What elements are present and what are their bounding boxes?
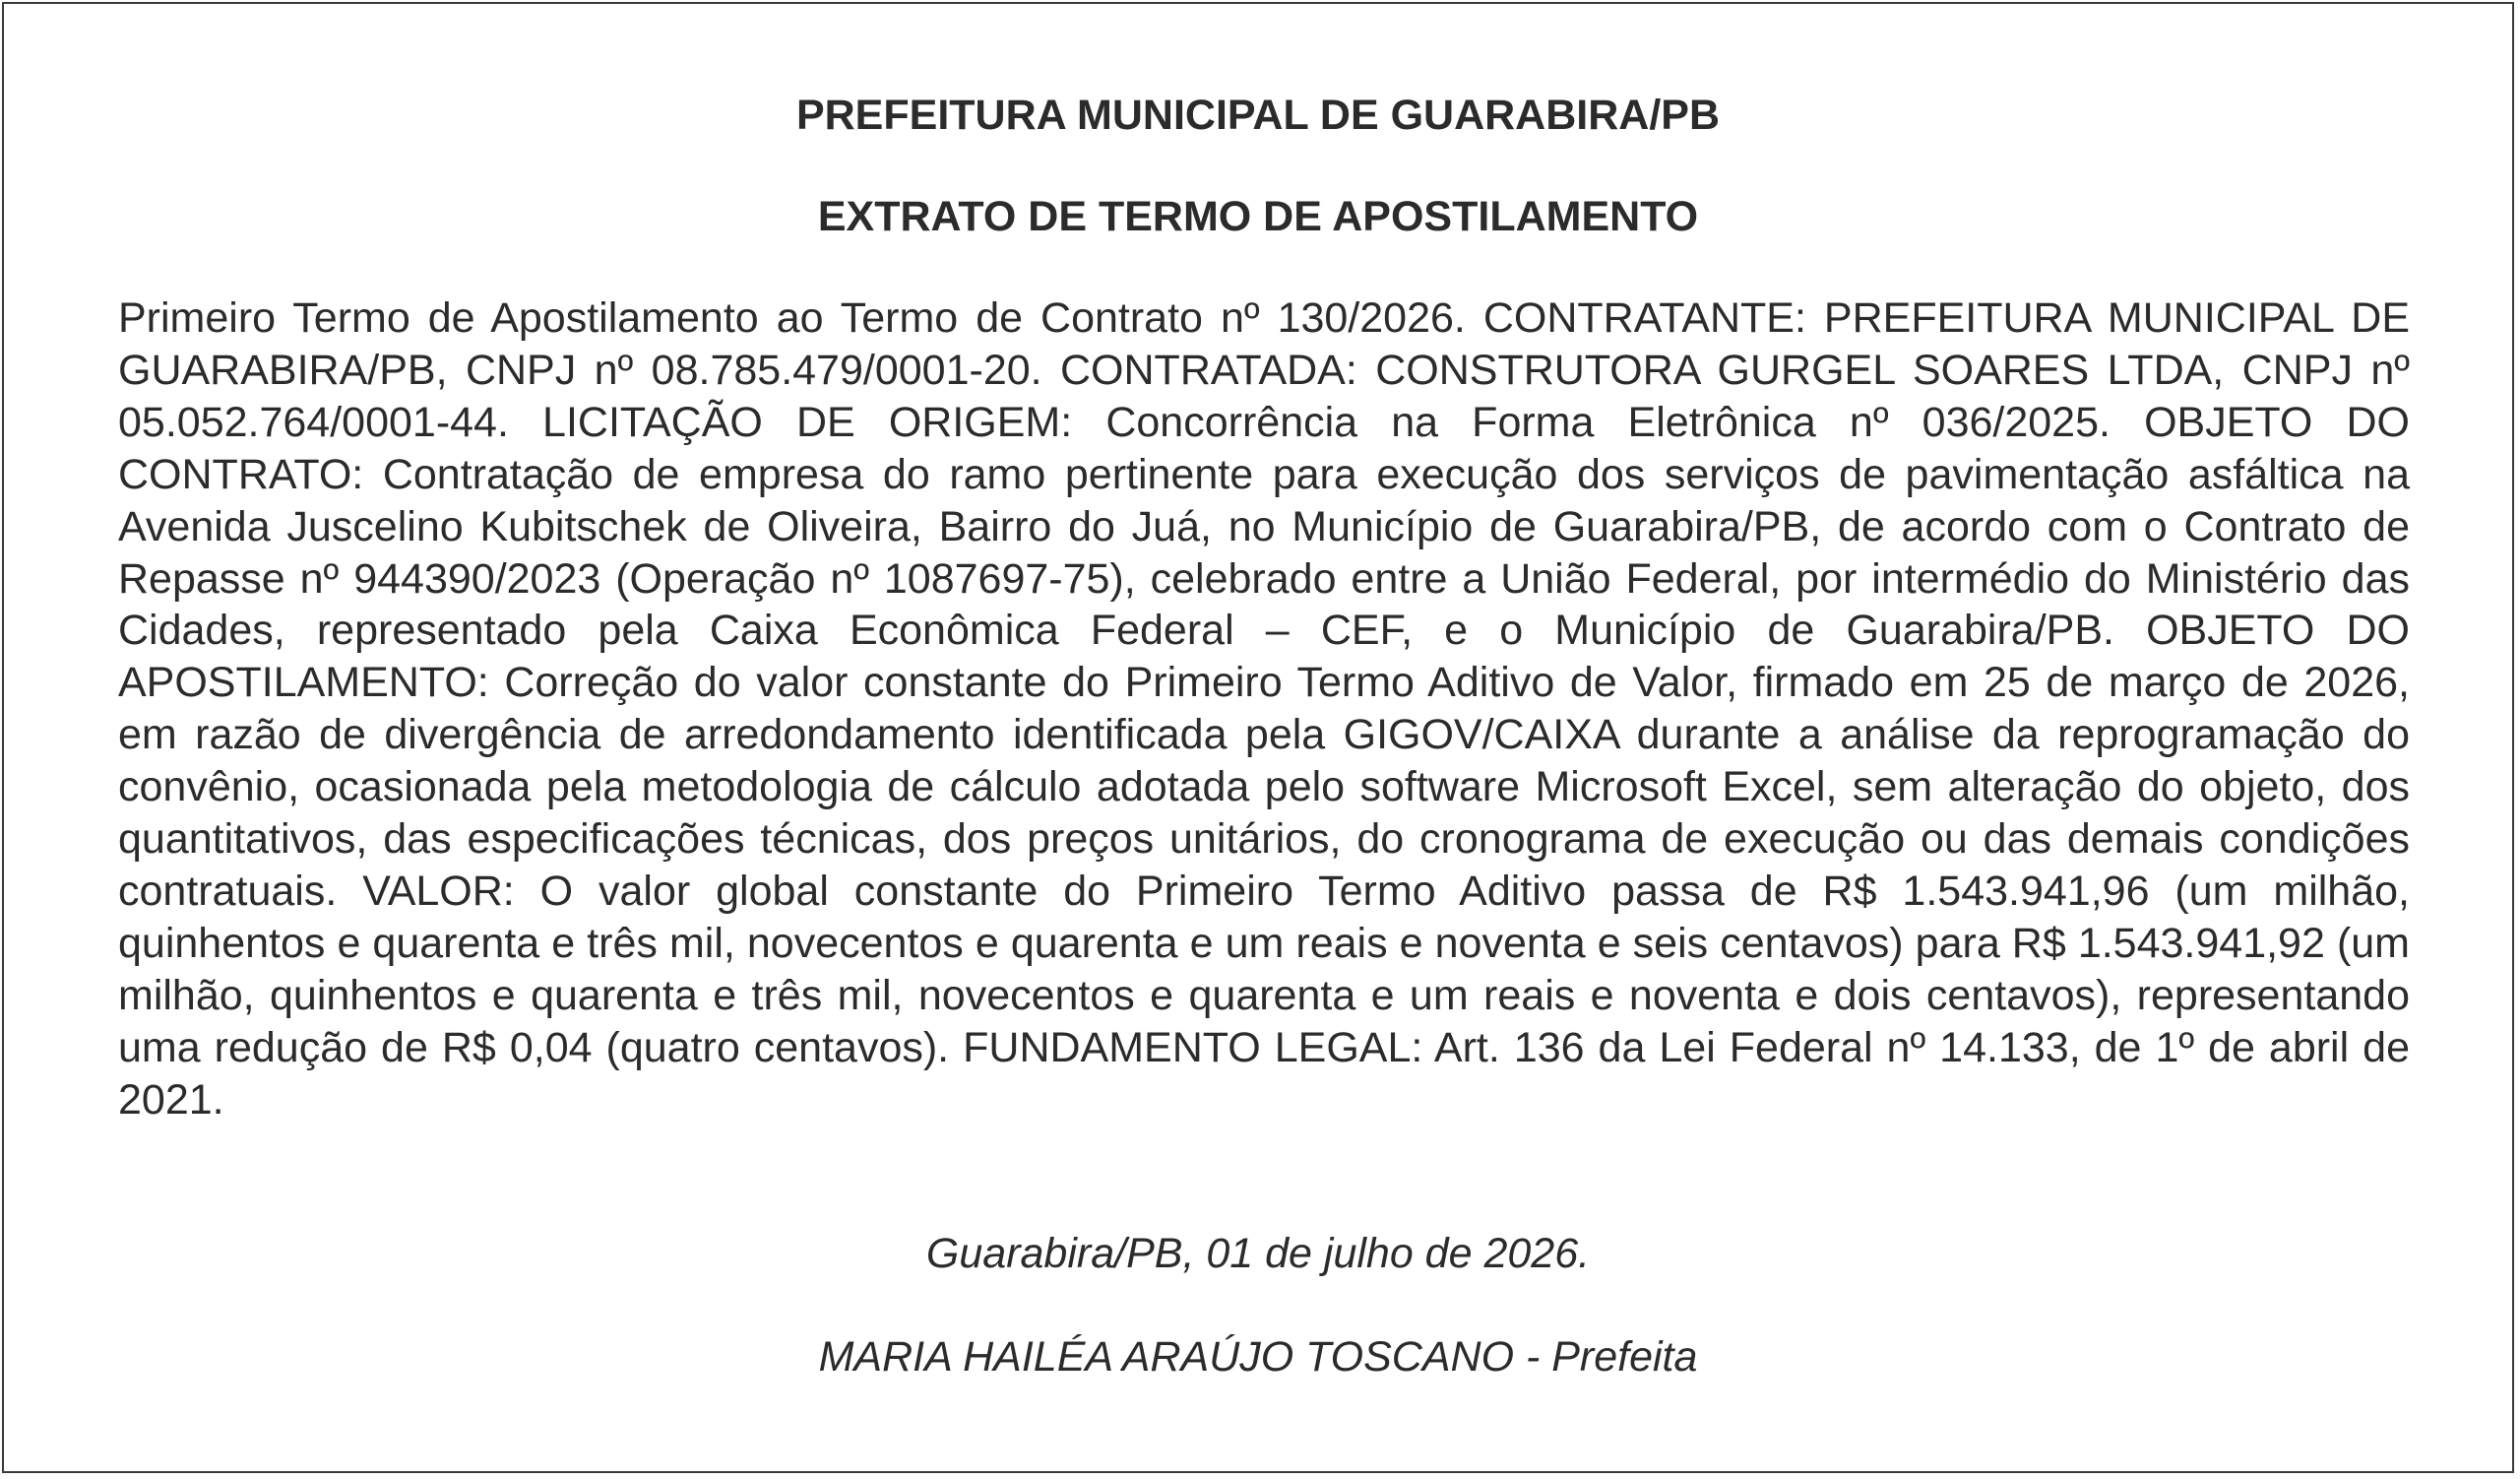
document-frame [2,2,2514,1473]
place-date: Guarabira/PB, 01 de julho de 2026. [925,1230,1591,1277]
header-title: PREFEITURA MUNICIPAL DE GUARABIRA/PB [795,92,1721,139]
body-paragraph: Primeiro Termo de Apostilamento ao Termo de Contrato nº 130/2026. CONTRATANTE: PREFEITURA MUNICIPAL DE GUARABIRA/PB, CNPJ nº 08.785.479/0001-20. CONTRATADA: CONSTRUTORA GURGEL SOARES LTDA, CNPJ nº 05.052.764/0001-44. LICITAÇÃO DE ORIGEM: Concorrência na Forma Eletrônica nº 036/2025. OBJETO DO CONTRATO: Contratação de empresa do ramo pertinente para execução dos serviços de pavimentação asfáltica na Avenida Juscelino Kubitschek de Oliveira, Bairro do Juá, no Município de Guarabira/PB, de acordo com o Contrato de Repasse nº 944390/2023 (Operação nº 1087697-75), celebrado entre a União Federal, por intermédio do Ministério das Cidades, representado pela Caixa Econômica Federal – CEF, e o Município de Guarabira/PB. OBJETO DO APOSTILAMENTO: Correção do valor constante do Primeiro Termo Aditivo de Valor, firmado em 25 de março de 2026, em razão de divergência de arredondamento identificada pela GIGOV/CAIXA durante a análise da reprogramação do convênio, ocasionada pela metodologia de cálculo adotada pelo software Microsoft Excel, sem alteração do objeto, dos quantitativos, das especificações técnicas, dos preços unitários, do cronograma de execução ou das demais condições contratuais. VALOR: O valor global constante do Primeiro Termo Aditivo passa de R$ 1.543.941,96 (um milhão, quinhentos e quarenta e três mil, novecentos e quarenta e um reais e noventa e seis centavos) para R$ 1.543.941,92 (um milhão, quinhentos e quarenta e três mil, novecentos e quarenta e um reais e noventa e dois centavos), representando uma redução de R$ 0,04 (quatro centavos). FUNDAMENTO LEGAL: Art. 136 da Lei Federal nº 14.133, de 1º de abril de 2021. [118,294,2410,1124]
signatory: MARIA HAILÉA ARAÚJO TOSCANO - Prefeita [818,1333,1698,1381]
document-subtitle: EXTRATO DE TERMO DE APOSTILAMENTO [817,193,1699,240]
